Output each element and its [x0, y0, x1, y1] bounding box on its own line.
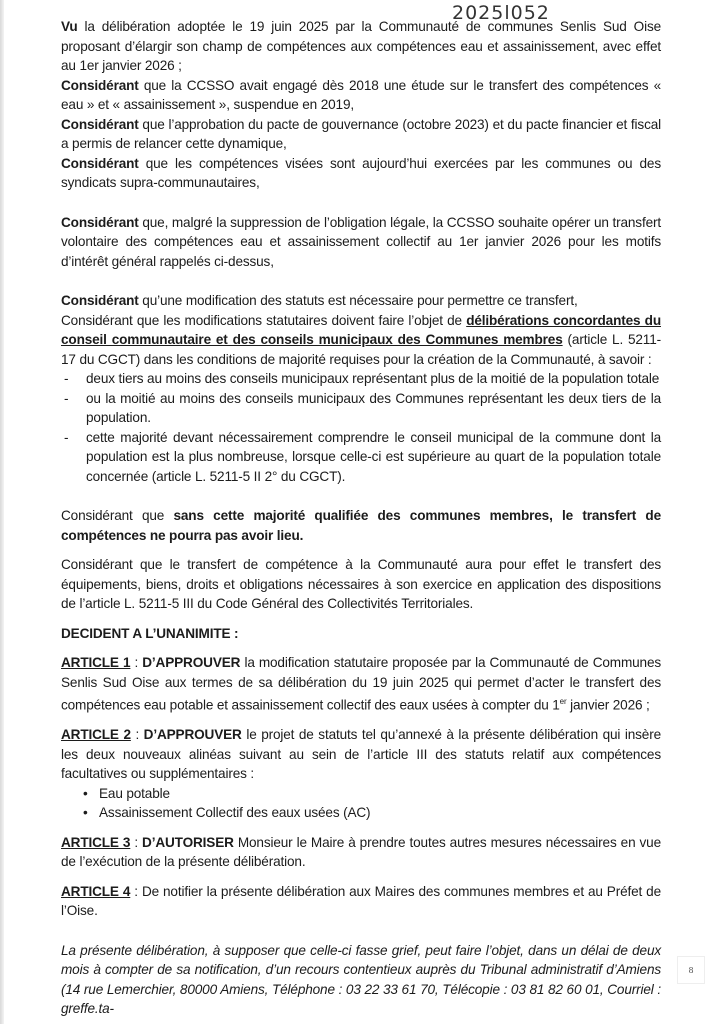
- considerant-text: que l’approbation du pacte de gouvernance (octobre 2023) et du pacte financier et fiscal a permis de relancer cette dynamique,: [61, 116, 661, 151]
- considerant-text: qu’une modification des statuts est nécessaire pour permettre ce transfert,: [138, 293, 578, 308]
- article-text: le projet de statuts tel qu’annexé à la présente délibération qui insère les deux nouveaux alinéas suivant au sein de l’article III des statuts relatif aux compétences facultatives ou supplémentaires :: [61, 727, 661, 782]
- article-verb: D’APPROUVER: [142, 655, 241, 670]
- article-4: [61, 882, 661, 921]
- list-item: • Eau potable: [61, 784, 661, 804]
- considerant-label: Considérant: [61, 116, 139, 132]
- article-verb: D’AUTORISER: [142, 834, 234, 850]
- spacer: [61, 271, 661, 291]
- paragraph-considerant-5: [61, 291, 661, 311]
- considerant-label: Considérant: [61, 77, 139, 93]
- article-text: janvier 2026 ;: [566, 697, 650, 713]
- article-3: [61, 833, 661, 872]
- spacer: [61, 872, 661, 882]
- article-label: ARTICLE 1: [61, 655, 131, 670]
- spacer: [61, 545, 661, 555]
- considerant-label: Considérant: [61, 293, 139, 308]
- list-item: - deux tiers au moins des conseils municipaux représentant plus de la moitié de la population totale: [61, 369, 661, 389]
- majority-conditions-list: [61, 369, 661, 486]
- separator: :: [130, 655, 143, 670]
- decision-heading-text: DECIDENT A L’UNANIMITE :: [61, 625, 239, 641]
- spacer: [61, 643, 661, 653]
- article-text: Monsieur le Maire à prendre toutes autres mesures nécessaires en vue de l’exécution de la présente délibération.: [61, 834, 661, 870]
- vu-text: la délibération adoptée le 19 juin 2025 par la Communauté de communes Senlis Sud Oise proposant d’élargir son champ de compétences aux compétences eau et assainissement, avec effet au 1er janvier 2026 ;: [61, 19, 661, 73]
- concordant-deliberations-emphasis: délibérations concordantes du conseil communautaire et des conseils municipaux des Communes membres: [61, 312, 661, 347]
- spacer: [61, 614, 661, 624]
- considerant-text: Considérant que les modifications statutaires doivent faire l’objet de: [61, 312, 467, 328]
- considerant-text: que les compétences visées sont aujourd’hui exercées par les communes ou des syndicats supra-communautaires,: [61, 155, 661, 190]
- spacer: [61, 921, 661, 941]
- paragraph-considerant-6: [61, 311, 661, 370]
- paragraph-considerant-3: [61, 154, 661, 193]
- paragraph-considerant-7: [61, 506, 661, 545]
- considerant-text: que la CCSSO avait engagé dès 2018 une étude sur le transfert des compétences « eau » et « assainissement », suspendue en 2019,: [61, 77, 661, 112]
- paragraph-considerant-8: Considérant que le transfert de compétence à la Communauté aura pour effet le transfert des équipements, biens, droits et obligations nécessaires à son exercice en application des dispositions de l’article L. 5211-5 III du Code Général des Collectivités Territoriales.: [61, 557, 661, 611]
- paragraph-vu: [61, 17, 661, 76]
- paragraph-considerant-2: [61, 115, 661, 154]
- article-label: ARTICLE 3: [61, 834, 131, 850]
- considerant-label: Considérant: [61, 214, 139, 230]
- spacer: [61, 193, 661, 213]
- article-text: la modification statutaire proposée par la Communauté de Communes Senlis Sud Oise aux termes de sa délibération du 19 juin 2025 qui permet d’acter le transfert des compétences eau potable et assainissement collectif des eaux usées à compter du 1: [61, 655, 662, 713]
- considerant-text: que, malgré la suppression de l’obligation légale, la CCSSO souhaite opérer un transfert volontaire des compétences eau et assainissement collectif au 1er janvier 2026 pour les motifs d’intérêt général rappelés ci-dessus,: [61, 214, 661, 269]
- vu-label: Vu: [61, 19, 78, 34]
- spacer: [61, 486, 661, 506]
- deliberation-page: [61, 17, 661, 1019]
- decision-heading: [61, 624, 661, 644]
- list-item: • Assainissement Collectif des eaux usées (AC): [61, 803, 661, 823]
- appeal-notice: La présente délibération, à supposer que celle-ci fasse grief, peut faire l’objet, dans un délai de deux mois à compter de sa notification, d’un recours contentieux auprès du Tribunal administratif d’Amiens (14 rue Lemerchier, 80000 Amiens, Téléphone : 03 22 33 61 70, Télécopie : 03 81 82 60 01, Courriel : greffe.ta-: [61, 942, 661, 1017]
- spacer: [61, 715, 661, 725]
- ordinal-suffix: er: [559, 697, 567, 706]
- competences-list: [61, 784, 661, 823]
- separator: :: [130, 883, 142, 899]
- considerant-text: Considérant que: [61, 508, 174, 523]
- article-2: [61, 725, 661, 784]
- qualified-majority-emphasis: sans cette majorité qualifiée des communes membres, le transfert de compétences ne pourra pas avoir lieu.: [61, 508, 661, 543]
- list-item: - cette majorité devant nécessairement comprendre le conseil municipal de la commune dont la population est la plus nombreuse, lorsque celle-ci est supérieure au quart de la population totale concernée (article L. 5211-5 II 2° du CGCT).: [61, 428, 661, 487]
- considerant-label: Considérant: [61, 155, 139, 171]
- article-verb: D’APPROUVER: [143, 727, 242, 743]
- article-label: ARTICLE 4: [61, 883, 131, 899]
- handwritten-reference-number: 2025l052: [452, 2, 550, 24]
- separator: :: [130, 834, 143, 850]
- scan-edge: [0, 0, 4, 1024]
- separator: :: [130, 727, 144, 743]
- list-item: - ou la moitié au moins des conseils municipaux des Communes représentant les deux tiers de la population.: [61, 389, 661, 428]
- spacer: [61, 823, 661, 833]
- paragraph-considerant-4: [61, 213, 661, 272]
- paragraph-considerant-1: [61, 76, 661, 115]
- article-text: De notifier la présente délibération aux Maires des communes membres et au Préfet de l’Oise.: [61, 883, 661, 919]
- considerant-text: (article L. 5211-17 du CGCT) dans les conditions de majorité requises pour la création de la Communauté, à savoir :: [61, 332, 661, 367]
- article-label: ARTICLE 2: [61, 727, 131, 743]
- article-1: [61, 653, 661, 715]
- page-number: 8: [677, 956, 705, 984]
